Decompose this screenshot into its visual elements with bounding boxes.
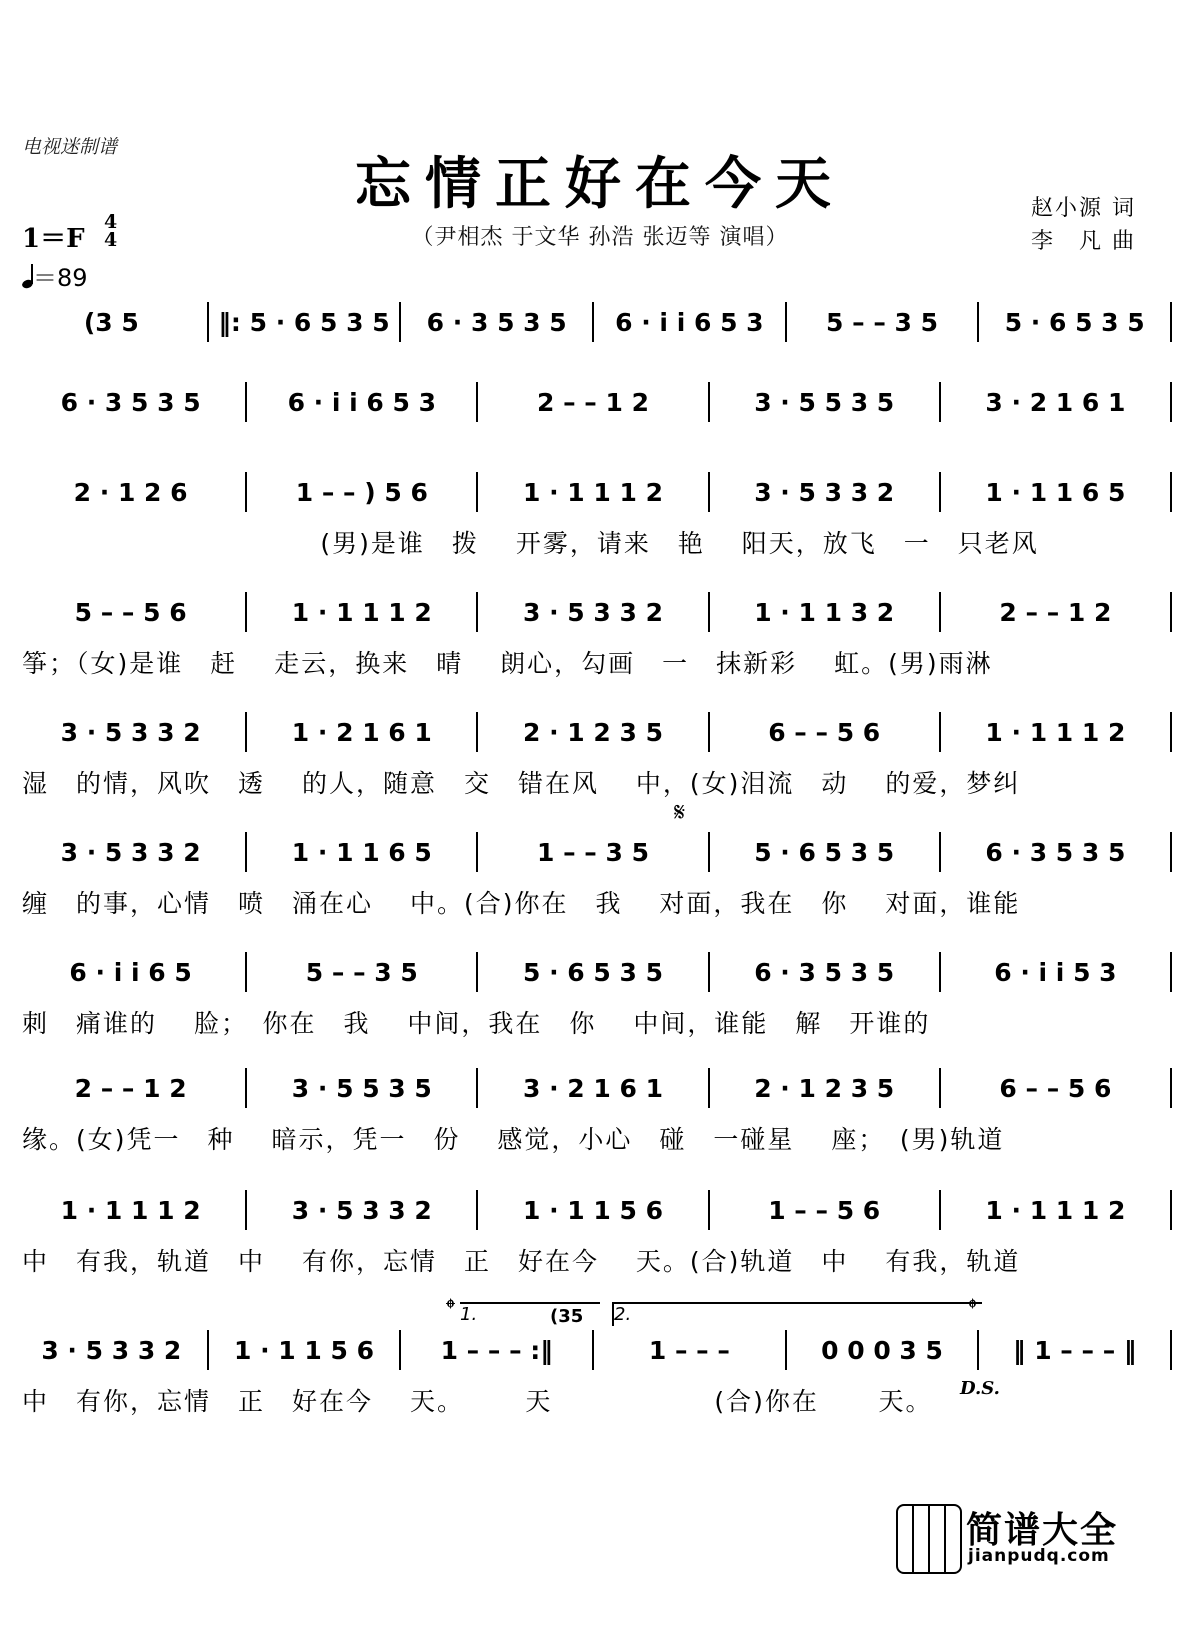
volta-bracket-1 xyxy=(460,1302,600,1326)
measure: 1 – – – :‖ xyxy=(440,1335,553,1365)
barline xyxy=(476,712,478,752)
barline xyxy=(939,472,941,512)
measure: 3 · 5 3 3 2 xyxy=(754,477,895,507)
barline xyxy=(245,1068,247,1108)
barline xyxy=(476,1068,478,1108)
watermark-logo xyxy=(896,1504,1156,1574)
composer: 李 凡 曲 xyxy=(1031,229,1136,254)
measure: ‖: 5 · 6 5 3 5 xyxy=(218,307,390,337)
barline xyxy=(939,952,941,992)
measure: 5 · 6 5 3 5 xyxy=(1004,307,1145,337)
barline xyxy=(1170,592,1172,632)
measure: 1 · 1 1 6 5 xyxy=(291,837,432,867)
barline xyxy=(476,382,478,422)
lyrics-line: 缘。(女)凭一 种 暗示，凭一 份 感觉，小心 碰 一碰星 座； (男)轨道 xyxy=(22,1125,1005,1154)
barline xyxy=(476,592,478,632)
piano-icon xyxy=(896,1504,962,1574)
measure: 2 · 1 2 3 5 xyxy=(754,1073,895,1103)
volta-1-label: 1. xyxy=(460,1304,478,1325)
notes-line xyxy=(22,1190,1178,1230)
barline xyxy=(245,1190,247,1230)
measure: 3 · 5 3 3 2 xyxy=(60,717,201,747)
notes-line xyxy=(22,592,1178,632)
measure: 6 · i i 5 3 xyxy=(994,957,1117,987)
volta-2-label: 2. xyxy=(614,1304,632,1325)
measure: 3 · 5 5 3 5 xyxy=(754,387,895,417)
barline xyxy=(708,832,710,872)
measure: 1 – – 5 6 xyxy=(768,1195,881,1225)
barline xyxy=(245,712,247,752)
barline xyxy=(399,1330,401,1370)
lyrics-line: 缠 的事，心情 喷 涌在心 中。(合)你在 我 对面，我在 你 对面，谁能 xyxy=(22,889,1021,918)
barline xyxy=(939,382,941,422)
measure: 6 – – 5 6 xyxy=(999,1073,1112,1103)
measure: 3 · 5 3 3 2 xyxy=(291,1195,432,1225)
barline xyxy=(1170,302,1172,342)
barline xyxy=(207,1330,209,1370)
measure: 5 – – 5 6 xyxy=(74,597,187,627)
coda-icon: 𝄌 xyxy=(968,1294,977,1324)
notes-line xyxy=(22,382,1178,422)
measure: 2 – – 1 2 xyxy=(999,597,1112,627)
measure: 2 · 1 2 3 5 xyxy=(523,717,663,747)
notes-line xyxy=(22,302,1178,342)
notes-line xyxy=(22,832,1178,872)
barline xyxy=(785,1330,787,1370)
key-signature: 1＝F xyxy=(22,224,85,254)
barline xyxy=(708,592,710,632)
barline xyxy=(977,302,979,342)
lyrics-line: (男)是谁 拨 开雾，请来 艳 阳天，放飞 一 只老风 xyxy=(22,529,1039,558)
notes-line xyxy=(22,1330,1178,1370)
tempo-value: ＝89 xyxy=(33,264,88,292)
barline xyxy=(939,832,941,872)
measure: 1 · 1 1 5 6 xyxy=(523,1195,663,1225)
performers: （尹相杰 于文华 孙浩 张迈等 演唱） xyxy=(411,225,789,250)
volta-pickup: (35 xyxy=(550,1306,584,1327)
lyrics-line: 中 有你，忘情 正 好在今 天。 天 (合)你在 天。 xyxy=(22,1387,933,1416)
barline xyxy=(476,832,478,872)
time-top: 4 xyxy=(104,211,118,233)
lyrics-line: 中 有我，轨道 中 有你，忘情 正 好在今 天。(合)轨道 中 有我，轨道 xyxy=(22,1247,1021,1276)
measure: 1 · 1 1 1 2 xyxy=(291,597,432,627)
barline xyxy=(245,472,247,512)
tempo-marking xyxy=(22,258,88,293)
watermark-url: jianpudq.com xyxy=(968,1546,1110,1566)
measure: 2 · 1 2 6 xyxy=(73,477,188,507)
lyrics-line: 筝；（女)是谁 赶 走云，换来 晴 朗心，勾画 一 抹新彩 虹。(男)雨淋 xyxy=(22,649,993,678)
measure: 3 · 5 3 3 2 xyxy=(60,837,201,867)
barline xyxy=(476,472,478,512)
quarter-note-icon xyxy=(22,268,33,288)
barline xyxy=(476,1190,478,1230)
barline xyxy=(1170,712,1172,752)
measure: 3 · 5 3 3 2 xyxy=(523,597,663,627)
barline xyxy=(207,302,209,342)
measure: 1 · 1 1 1 2 xyxy=(985,1195,1126,1225)
measure: 1 · 1 1 3 2 xyxy=(754,597,895,627)
measure: 1 · 1 1 1 2 xyxy=(523,477,663,507)
measure: 1 · 1 1 1 2 xyxy=(60,1195,201,1225)
barline xyxy=(939,592,941,632)
measure: 5 – – 3 5 xyxy=(826,307,939,337)
barline xyxy=(1170,952,1172,992)
measure: 3 · 2 1 6 1 xyxy=(523,1073,663,1103)
barline xyxy=(1170,472,1172,512)
barline xyxy=(939,1068,941,1108)
measure: 1 – – – xyxy=(648,1335,730,1365)
time-signature xyxy=(104,213,117,249)
barline xyxy=(708,1068,710,1108)
barline xyxy=(592,302,594,342)
measure: ‖ 1 – – – ‖ xyxy=(1012,1335,1137,1365)
volta-bracket-2 xyxy=(612,1302,982,1326)
barline xyxy=(708,712,710,752)
barline xyxy=(977,1330,979,1370)
credits xyxy=(1031,192,1136,258)
measure: 3 · 5 5 3 5 xyxy=(291,1073,432,1103)
barline xyxy=(939,712,941,752)
time-bottom: 4 xyxy=(104,229,118,251)
measure: 6 · 3 5 3 5 xyxy=(985,837,1126,867)
notes-line xyxy=(22,1068,1178,1108)
lyrics-line: 刺 痛谁的 脸； 你在 我 中间，我在 你 中间，谁能 解 开谁的 xyxy=(22,1009,931,1038)
barline xyxy=(245,832,247,872)
measure: 5 · 6 5 3 5 xyxy=(523,957,663,987)
measure: 6 · 3 5 3 5 xyxy=(60,387,201,417)
measure: 6 · i i 6 5 3 xyxy=(615,307,764,337)
measure: 5 – – 3 5 xyxy=(305,957,418,987)
measure: 2 – – 1 2 xyxy=(74,1073,187,1103)
measure: 1 · 1 1 1 2 xyxy=(985,717,1126,747)
measure: 0 0 0 3 5 xyxy=(821,1335,943,1365)
measure: 1 · 2 1 6 1 xyxy=(291,717,432,747)
barline xyxy=(1170,832,1172,872)
measure: 1 · 1 1 6 5 xyxy=(985,477,1126,507)
lyrics-line: 湿 的情，风吹 透 的人，随意 交 错在风 中，(女)泪流 动 的爱，梦纠 xyxy=(22,769,1021,798)
barline xyxy=(708,382,710,422)
barline xyxy=(245,592,247,632)
barline xyxy=(476,952,478,992)
barline xyxy=(1170,382,1172,422)
measure: 6 · i i 6 5 3 xyxy=(287,387,437,417)
barline xyxy=(708,952,710,992)
lyricist: 赵小源 词 xyxy=(1031,196,1136,221)
watermark-name: 简谱大全 xyxy=(966,1510,1119,1551)
notes-line xyxy=(22,952,1178,992)
segno-icon: 𝄋 xyxy=(674,798,686,828)
measure: 3 · 2 1 6 1 xyxy=(985,387,1126,417)
measure: 3 · 5 3 3 2 xyxy=(41,1335,182,1365)
measure: 6 · i i 6 5 xyxy=(69,957,192,987)
notes-line xyxy=(22,712,1178,752)
ds-marking: D.S. xyxy=(960,1378,1000,1399)
barline xyxy=(245,952,247,992)
measure: 1 – – 3 5 xyxy=(537,837,649,867)
measure: 1 – – ) 5 6 xyxy=(295,477,428,507)
measure: 6 – – 5 6 xyxy=(768,717,881,747)
song-title: 忘情正好在今天 xyxy=(355,151,845,217)
barline xyxy=(1170,1068,1172,1108)
measure: 2 – – 1 2 xyxy=(537,387,649,417)
barline xyxy=(708,1190,710,1230)
barline xyxy=(592,1330,594,1370)
measure: 5 · 6 5 3 5 xyxy=(754,837,895,867)
maker-credit: 电视迷制谱 xyxy=(22,136,118,158)
measure: 1 · 1 1 5 6 xyxy=(234,1335,374,1365)
barline xyxy=(708,472,710,512)
coda-icon: 𝄌 xyxy=(446,1294,455,1324)
barline xyxy=(939,1190,941,1230)
barline xyxy=(1170,1330,1172,1370)
measure: 6 · 3 5 3 5 xyxy=(754,957,895,987)
barline xyxy=(245,382,247,422)
barline xyxy=(1170,1190,1172,1230)
notes-line xyxy=(22,472,1178,512)
barline xyxy=(399,302,401,342)
measure: 6 · 3 5 3 5 xyxy=(426,307,567,337)
barline xyxy=(785,302,787,342)
measure: (3 5 xyxy=(83,307,139,337)
